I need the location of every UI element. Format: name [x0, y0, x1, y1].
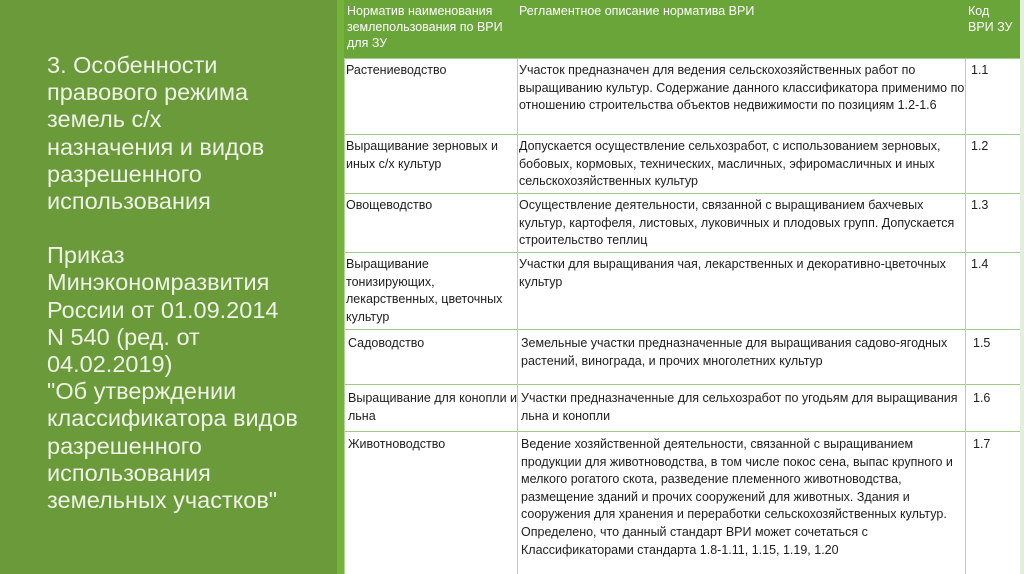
row-description: Допускается осуществление сельхозработ, с использованием зерновых, бобовых, кормовых, технических, масличных, эфиромасличных и иных сельскохозяйственных культур — [519, 139, 941, 189]
row-description: Ведение хозяйственной деятельности, связанной с выращиванием продукции для животноводства, в том числе покос сена, выпас крупного и мелкого рогатого скота, разведение племенного животноводства, размещение зданий и прочих сооружений для животных. Здания и сооружения для хранения и переработки сельскохозяйственных культур. Определено, что данный стандарт ВРИ может сочетаться с Классификаторами стандарта 1.8-1.11, 1.15, 1.19, 1.20 — [521, 437, 953, 557]
column-divider — [517, 58, 518, 574]
row-description: Участки предназначенные для сельхозработ по угодьям для выращивания льна и конопли — [521, 391, 958, 423]
table-header — [344, 0, 1020, 58]
row-name: Выращивание зерновых и иных с/х культур — [346, 139, 498, 171]
row-name: Выращивание тонизирующих, лекарственных, цветочных культур — [346, 257, 503, 324]
table-row — [344, 252, 1020, 329]
header-code: Код ВРИ ЗУ — [968, 4, 1013, 34]
header-name: Норматив наименования землепользования по ВРИ для ЗУ — [347, 4, 503, 50]
order-reference: Приказ Минэкономразвития России от 01.09.2014 N 540 (ред. от 04.02.2019) "Об утверждении классификатора видов разрешенного использования земельных участков" — [47, 242, 298, 514]
table-row — [344, 58, 1020, 134]
row-name: Выращивание для конопли и льна — [348, 391, 518, 423]
row-code: 1.6 — [973, 391, 991, 405]
column-divider — [965, 58, 966, 574]
row-description: Участок предназначен для ведения сельскохозяйственных работ по выращиванию культур. Содержание данного классификатора применимо по отношению строительства объектов недвижимости по позициям 1.2-1.6 — [519, 63, 965, 113]
row-name: Растениеводство — [346, 63, 447, 77]
table-row — [344, 431, 1020, 574]
row-code: 1.3 — [971, 198, 989, 212]
column-divider — [344, 58, 345, 574]
vri-table — [344, 0, 1020, 574]
divider-band — [337, 0, 344, 574]
table-row — [344, 134, 1020, 193]
right-edge — [1020, 0, 1024, 574]
row-description: Осуществление деятельности, связанной с выращиванием бахчевых культур, картофеля, листовых, луковичных и плодовых групп. Допускается строительство теплиц — [519, 198, 955, 248]
row-code: 1.1 — [971, 63, 989, 77]
row-code: 1.5 — [973, 336, 991, 350]
left-panel — [0, 0, 337, 574]
row-name: Овощеводство — [346, 198, 433, 212]
row-code: 1.2 — [971, 139, 989, 153]
row-description: Участки для выращивания чая, лекарственных и декоративно-цветочных культур — [519, 257, 946, 289]
table-row — [344, 384, 1020, 431]
row-name: Животноводство — [348, 437, 446, 451]
table-row — [344, 193, 1020, 252]
row-code: 1.7 — [973, 437, 991, 451]
row-name: Садоводство — [348, 336, 425, 350]
row-code: 1.4 — [971, 257, 989, 271]
section-heading: 3. Особенности правового режима земель с/х назначения и видов разрешенного использования — [47, 52, 265, 215]
row-description: Земельные участки предназначенные для выращивания садово-ягодных растений, винограда, и прочих многолетних культур — [521, 336, 948, 368]
left-panel-text — [47, 52, 332, 514]
header-description: Регламентное описание норматива ВРИ — [519, 4, 755, 18]
table-row — [344, 329, 1020, 384]
